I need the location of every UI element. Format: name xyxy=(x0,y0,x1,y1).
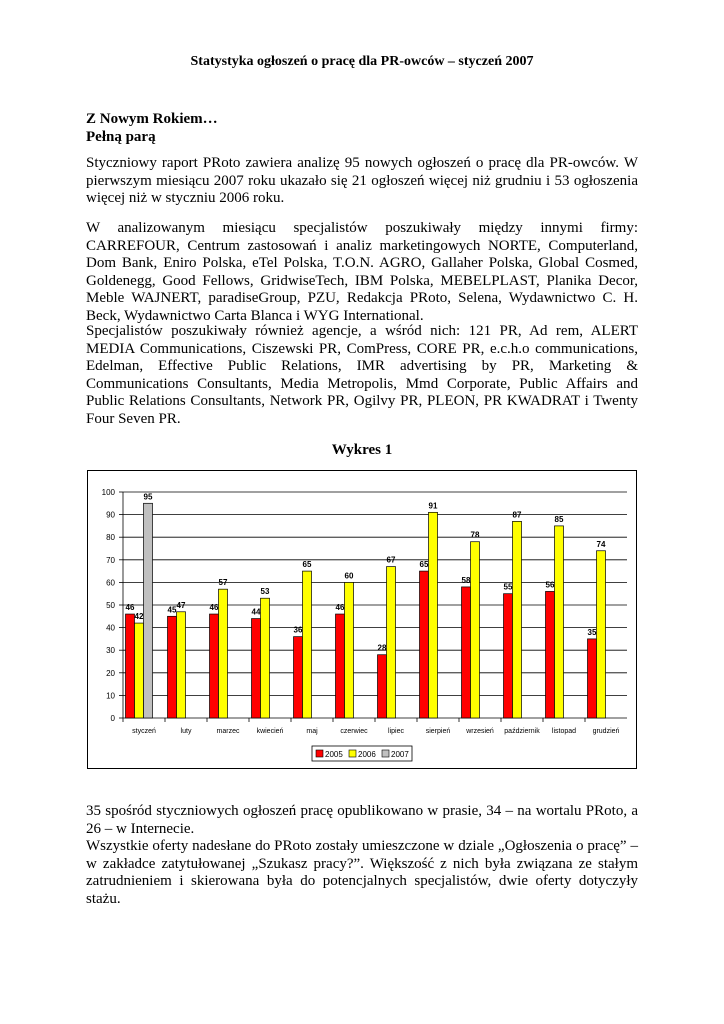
data-label-2006-lipiec: 67 xyxy=(386,555,396,565)
data-label-2006-czerwiec: 60 xyxy=(344,571,354,581)
chart-legend xyxy=(312,746,412,761)
bar-2005-czerwiec xyxy=(336,614,345,718)
paragraph-sources: 35 spośród styczniowych ogłoszeń pracę opublikowano w prasie, 34 – na wortalu PRoto, a 26 – w Internecie. xyxy=(86,803,638,837)
bar-2005-październik xyxy=(504,594,513,718)
data-label-2005-wrzesień: 58 xyxy=(461,575,471,585)
chart-heading: Wykres 1 xyxy=(331,442,393,458)
legend-label-2006: 2006 xyxy=(358,750,376,759)
bar-2005-marzec xyxy=(210,614,219,718)
legend-swatch-2007 xyxy=(382,750,389,757)
y-tick-label: 10 xyxy=(106,691,115,701)
legend-label-2005: 2005 xyxy=(325,750,343,759)
x-tick-label-sierpień: sierpień xyxy=(425,728,451,735)
x-tick-label-maj: maj xyxy=(306,728,318,735)
bar-2005-luty xyxy=(168,616,177,718)
x-tick-label-luty: luty xyxy=(180,728,192,735)
y-tick-label: 90 xyxy=(106,510,115,520)
data-label-2005-maj: 36 xyxy=(293,625,303,635)
data-label-2006-maj: 65 xyxy=(302,560,312,570)
bar-2006-luty xyxy=(177,612,186,718)
bar-2005-maj xyxy=(294,637,303,718)
bar-chart xyxy=(87,470,637,769)
data-label-2006-sierpień: 91 xyxy=(428,501,438,511)
legend-swatch-2005 xyxy=(316,750,323,757)
y-tick-label: 50 xyxy=(106,601,115,610)
data-label-2005-sierpień: 65 xyxy=(419,560,429,570)
bar-2006-marzec xyxy=(219,589,228,718)
data-label-2005-grudzień: 35 xyxy=(587,627,597,637)
bar-2006-styczeń xyxy=(135,623,144,718)
x-tick-label-styczeń: styczeń xyxy=(132,728,156,735)
data-label-2006-luty: 47 xyxy=(176,600,186,610)
bar-2005-lipiec xyxy=(378,655,387,718)
y-tick-label: 100 xyxy=(101,488,115,497)
bar-2005-grudzień xyxy=(588,639,597,718)
bar-2006-wrzesień xyxy=(471,542,480,718)
paragraph-offers: Wszystkie oferty nadesłane do PRoto zostały umieszczone w dziale „Ogłoszenia o pracę” – w zakładce zatytułowanej „Szukasz pracy?”. Większość z nich była związana ze stałym zatrudnieniem i skierowana była do potencjalnych specjalistów, dwie oferty dotyczyły stażu. xyxy=(86,838,638,907)
x-tick-label-marzec: marzec xyxy=(216,728,240,735)
bar-2005-sierpień xyxy=(420,571,429,718)
legend-swatch-2006 xyxy=(349,750,356,757)
data-label-2005-kwiecień: 44 xyxy=(251,607,261,617)
data-label-2006-październik: 87 xyxy=(512,510,522,520)
x-tick-label-wrzesień: wrzesień xyxy=(466,728,494,735)
data-label-2005-październik: 55 xyxy=(503,582,513,592)
paragraph-agencies: Specjalistów poszukiwały również agencje, a wśród nich: 121 PR, Ad rem, ALERT MEDIA Communications, Ciszewski PR, ComPress, CORE PR, e.c.h.o communications, Edelman, Effective Public Relations, IMR advertising by PR, Marketing & Communications Consultants, Media Metropolis, Mmd Corporate, Public Affairs and Public Relations Consultants, Network PR, Ogilvy PR, PLEON, PR KWADRAT i Twenty Four Seven PR. xyxy=(86,323,638,427)
y-tick-label: 60 xyxy=(106,578,115,588)
data-label-2006-listopad: 85 xyxy=(554,514,564,524)
bar-2006-grudzień xyxy=(597,551,606,718)
paragraph-intro: Styczniowy raport PRoto zawiera analizę 95 nowych ogłoszeń o pracę dla PR-owców. W pierwszym miesiącu 2007 roku ukazało się 21 ogłoszeń więcej niż grudniu i 53 ogłoszenia więcej niż w styczniu 2006 roku. xyxy=(86,155,638,206)
data-label-2006-grudzień: 74 xyxy=(596,539,606,549)
data-label-2005-listopad: 56 xyxy=(545,580,555,590)
bar-2006-listopad xyxy=(555,526,564,718)
bar-2006-kwiecień xyxy=(261,598,270,718)
y-tick-label: 20 xyxy=(106,668,115,678)
bar-2006-maj xyxy=(303,571,312,718)
bar-2007-styczeń xyxy=(144,503,153,718)
bar-2005-wrzesień xyxy=(462,587,471,718)
y-tick-label: 40 xyxy=(106,623,115,633)
data-label-2005-lipiec: 28 xyxy=(377,643,387,653)
y-tick-label: 80 xyxy=(106,533,115,543)
data-label-2005-marzec: 46 xyxy=(209,603,219,613)
bar-2006-październik xyxy=(513,521,522,718)
paragraph-companies: W analizowanym miesiącu specjalistów poszukiwały między innymi firmy: CARREFOUR, Centrum zastosowań i analiz marketingowych NORTE, Computerland, Dom Bank, Eniro Polska, eTel Polska, T.O.N. AGRO, Gallaher Polska, Global Cosmed, Goldenegg, Good Fellows, GridwiseTech, IBM Polska, MEBELPLAST, Planika Decor, Meble WAJNERT, paradiseGroup, PZU, Redakcja PRoto, Selena, Wydawnictwo C. H. Beck, Wydawnictwo Carta Blanca i WYG International. xyxy=(86,220,638,324)
x-tick-label-grudzień: grudzień xyxy=(592,728,620,735)
bar-2005-listopad xyxy=(546,591,555,718)
x-tick-label-listopad: listopad xyxy=(551,728,577,735)
data-label-2005-czerwiec: 46 xyxy=(335,603,345,613)
y-tick-label: 70 xyxy=(106,555,115,565)
heading-new-year: Z Nowym Rokiem… xyxy=(86,111,218,127)
data-label-2007-styczeń: 95 xyxy=(143,492,153,502)
legend-label-2007: 2007 xyxy=(391,750,409,759)
x-tick-label-październik: październik xyxy=(504,728,540,735)
x-tick-label-lipiec: lipiec xyxy=(388,728,404,735)
bar-2006-sierpień xyxy=(429,512,438,718)
document-title: Statystyka ogłoszeń o pracę dla PR-owców – styczeń 2007 xyxy=(190,54,534,69)
y-tick-label: 0 xyxy=(110,714,115,723)
bar-2006-lipiec xyxy=(387,567,396,718)
x-tick-label-kwiecień: kwiecień xyxy=(256,728,284,735)
data-label-2006-marzec: 57 xyxy=(218,578,228,588)
data-label-2006-kwiecień: 53 xyxy=(260,587,270,597)
bar-2005-styczeń xyxy=(126,614,135,718)
bar-2005-kwiecień xyxy=(252,619,261,718)
data-label-2005-luty: 45 xyxy=(167,605,177,615)
data-label-2006-styczeń: 42 xyxy=(134,612,144,622)
y-tick-label: 30 xyxy=(106,646,115,656)
x-tick-label-czerwiec: czerwiec xyxy=(340,728,368,735)
bar-2006-czerwiec xyxy=(345,582,354,718)
heading-full-steam: Pełną parą xyxy=(86,129,156,145)
data-label-2006-wrzesień: 78 xyxy=(470,530,480,540)
data-label-2005-styczeń: 46 xyxy=(125,603,135,613)
